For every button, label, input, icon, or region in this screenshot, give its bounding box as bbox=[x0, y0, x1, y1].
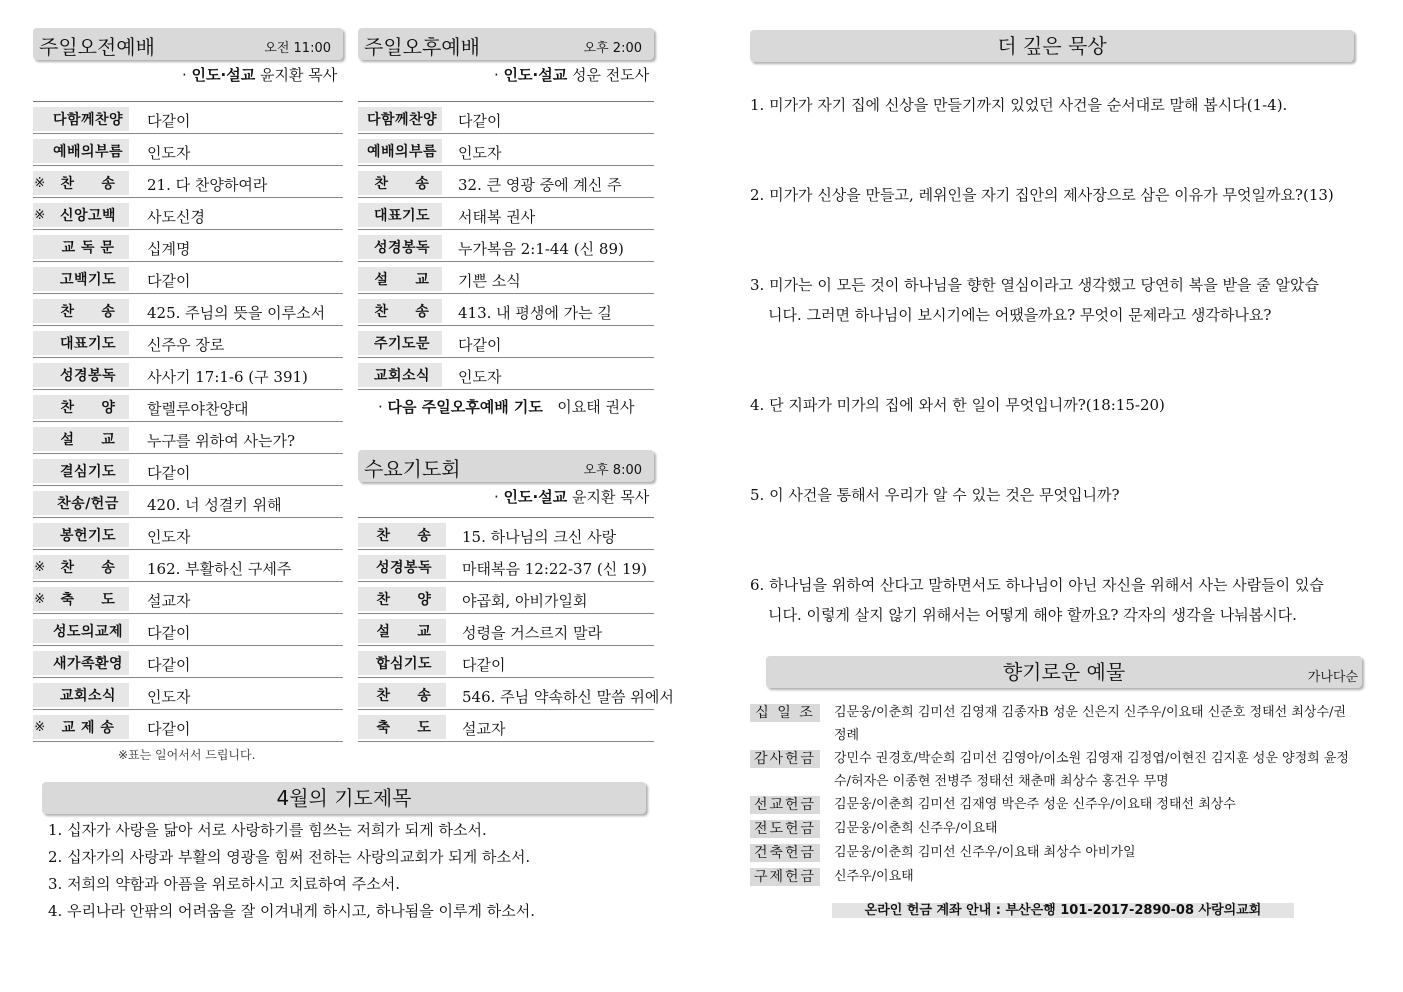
order-label-text: 성경봉독 bbox=[375, 560, 433, 576]
order-label-text: 성도의교제 bbox=[52, 624, 124, 640]
order-label-text: 교 제 송 bbox=[61, 720, 115, 736]
next-prayer-label: 다음 주일오후예배 기도 bbox=[387, 398, 543, 416]
order-label-text: 설 교 bbox=[60, 432, 116, 448]
meditation-question bbox=[750, 480, 1360, 510]
order-label-text: 찬 송 bbox=[60, 560, 116, 576]
order-row bbox=[33, 614, 343, 646]
order-row bbox=[33, 710, 343, 742]
order-row bbox=[33, 294, 343, 326]
afternoon-leader: · 인도·설교 성운 전도사 bbox=[494, 66, 650, 84]
order-label bbox=[358, 555, 446, 579]
order-row bbox=[33, 518, 343, 550]
order-row bbox=[33, 582, 343, 614]
order-label-text: 교 독 문 bbox=[61, 240, 115, 256]
order-value: 서태복 권사 bbox=[458, 208, 536, 226]
order-label-text: 대표기도 bbox=[59, 336, 117, 352]
order-value: 32. 큰 영광 중에 계신 주 bbox=[458, 176, 622, 194]
afternoon-service-time: 오후 2:00 bbox=[583, 41, 642, 56]
order-label-text: 찬 양 bbox=[60, 400, 116, 416]
offering-names: 김문웅/이춘희 신주우/이요태 bbox=[834, 821, 998, 836]
order-label bbox=[358, 235, 442, 259]
offering-order-note: 가나다순 bbox=[1307, 670, 1358, 685]
order-value: 다같이 bbox=[458, 112, 502, 130]
order-row bbox=[358, 710, 654, 742]
order-row bbox=[33, 262, 343, 294]
order-row bbox=[33, 166, 343, 198]
question-line: 3. 미가는 이 모든 것이 하나님을 향한 열심이라고 생각했고 당연히 복을 받을 줄 알았습 bbox=[750, 276, 1319, 294]
order-label bbox=[33, 363, 129, 387]
order-label bbox=[358, 619, 446, 643]
question-line: 6. 하나님을 위하여 산다고 말하면서도 하나님이 아닌 자신을 위해서 사는 사람들이 있습 bbox=[750, 576, 1324, 594]
order-label-text: 축 도 bbox=[60, 592, 116, 608]
order-label-text: 찬 송 bbox=[376, 688, 432, 704]
order-label bbox=[33, 587, 129, 611]
order-label-text: 설 교 bbox=[374, 272, 430, 288]
order-label-text: 교회소식 bbox=[373, 368, 431, 384]
order-label-text: 예배의부름 bbox=[52, 144, 124, 160]
order-row bbox=[33, 390, 343, 422]
order-row bbox=[33, 230, 343, 262]
order-label-text: 찬 송 bbox=[60, 176, 116, 192]
offering-label: 십 일 조 bbox=[750, 704, 820, 722]
stand-mark: ※ bbox=[34, 175, 46, 191]
offering-label: 전도헌금 bbox=[750, 820, 820, 838]
order-value: 설교자 bbox=[462, 720, 506, 738]
meditation-question bbox=[750, 90, 1360, 120]
offering-names: 김문웅/이춘희 김미선 신주우/이요태 최상수 아비가일 bbox=[834, 845, 1136, 860]
order-value: 다같이 bbox=[147, 720, 191, 738]
order-value: 할렐루야찬양대 bbox=[147, 400, 249, 418]
prayer-topics-title: 4월의 기도제목 bbox=[276, 786, 412, 810]
morning-leader-name: 윤지환 목사 bbox=[260, 66, 338, 84]
wednesday-service-header bbox=[358, 450, 654, 482]
order-row bbox=[358, 550, 654, 582]
meditation-header bbox=[750, 30, 1354, 62]
order-row bbox=[33, 646, 343, 678]
order-label bbox=[358, 587, 446, 611]
prayer-topics-list bbox=[48, 817, 648, 925]
order-value: 546. 주님 약속하신 말씀 위에서 bbox=[462, 688, 674, 706]
order-row bbox=[33, 678, 343, 710]
order-label bbox=[33, 299, 129, 323]
order-label bbox=[33, 203, 129, 227]
morning-leader-label: 인도·설교 bbox=[191, 66, 256, 84]
order-row bbox=[358, 294, 654, 326]
order-value: 기쁜 소식 bbox=[458, 272, 521, 290]
offering-label: 감사헌금 bbox=[750, 750, 820, 768]
question-line: 니다. 그러면 하나님이 보시기에는 어땠을까요? 무엇이 문제라고 생각하나요? bbox=[768, 306, 1272, 324]
order-value: 야곱회, 아비가일회 bbox=[462, 592, 588, 610]
order-label-text: 찬 송 bbox=[374, 304, 430, 320]
question-line: 2. 미가가 신상을 만들고, 레위인을 자기 집안의 제사장으로 삼은 이유가 무엇일까요?(13) bbox=[750, 186, 1334, 204]
order-value: 신주우 장로 bbox=[147, 336, 225, 354]
order-label-text: 찬송/헌금 bbox=[57, 496, 119, 512]
order-label bbox=[358, 683, 446, 707]
order-value: 15. 하나님의 크신 사랑 bbox=[462, 528, 617, 546]
order-value: 162. 부활하신 구세주 bbox=[147, 560, 292, 578]
order-value: 인도자 bbox=[147, 688, 191, 706]
order-label bbox=[33, 619, 129, 643]
order-value: 다같이 bbox=[147, 656, 191, 674]
order-row bbox=[358, 646, 654, 678]
offering-names: 김문웅/이춘희 김미선 김영재 김종자B 성운 신은지 신주우/이요태 신준호 정태선 최상수/권정례 bbox=[834, 705, 1346, 743]
order-label-text: 고백기도 bbox=[59, 272, 117, 288]
order-label bbox=[33, 427, 129, 451]
order-label bbox=[358, 267, 442, 291]
stand-mark: ※ bbox=[34, 207, 46, 223]
order-row bbox=[33, 134, 343, 166]
order-row bbox=[358, 102, 654, 134]
order-value: 십계명 bbox=[147, 240, 191, 258]
prayer-item: 1. 십자가 사랑을 닮아 서로 사랑하기를 힘쓰는 저희가 되게 하소서. bbox=[48, 821, 487, 839]
prayer-item: 3. 저희의 약함과 아픔을 위로하시고 치료하여 주소서. bbox=[48, 875, 400, 893]
order-label-text: 다함께찬양 bbox=[52, 112, 124, 128]
order-label bbox=[33, 651, 129, 675]
order-value: 다같이 bbox=[147, 464, 191, 482]
order-label-text: 성경봉독 bbox=[373, 240, 431, 256]
question-line: 5. 이 사건을 통해서 우리가 알 수 있는 것은 무엇입니까? bbox=[750, 486, 1120, 504]
order-label bbox=[358, 523, 446, 547]
order-value: 다같이 bbox=[458, 336, 502, 354]
order-label bbox=[33, 715, 129, 739]
meditation-question bbox=[750, 570, 1360, 630]
afternoon-leader-name: 성운 전도사 bbox=[572, 66, 650, 84]
order-label-text: 찬 송 bbox=[376, 528, 432, 544]
meditation-title: 더 깊은 묵상 bbox=[997, 34, 1107, 58]
offering-row bbox=[750, 704, 1360, 750]
order-label bbox=[358, 171, 442, 195]
order-label bbox=[358, 651, 446, 675]
order-value: 인도자 bbox=[458, 368, 502, 386]
order-label-text: 주기도문 bbox=[373, 336, 431, 352]
offering-names: 김문웅/이춘희 김미선 김재영 박은주 성운 신주우/이요태 정태선 최상수 bbox=[834, 797, 1236, 812]
order-value: 사사기 17:1-6 (구 391) bbox=[147, 368, 308, 386]
order-label-text: 새가족환영 bbox=[52, 656, 124, 672]
afternoon-leader-label: 인도·설교 bbox=[503, 66, 568, 84]
offering-names: 강민수 권경호/박순희 김미선 김영아/이소원 김영재 김정엽/이현진 김지훈 성운 양정희 윤정수/허자은 이종현 전병주 정태선 채춘매 최상수 홍건우 무명 bbox=[834, 751, 1349, 789]
stand-mark: ※ bbox=[34, 719, 46, 735]
offering-names: 신주우/이요태 bbox=[834, 869, 914, 884]
offering-row bbox=[750, 750, 1360, 796]
meditation-question bbox=[750, 390, 1360, 420]
order-value: 다같이 bbox=[462, 656, 506, 674]
order-label-text: 봉헌기도 bbox=[59, 528, 117, 544]
order-row bbox=[358, 262, 654, 294]
order-label-text: 신앙고백 bbox=[59, 208, 117, 224]
order-label bbox=[358, 299, 442, 323]
order-value: 인도자 bbox=[458, 144, 502, 162]
question-line: 니다. 이렇게 살지 않기 위해서는 어떻게 해야 할까요? 각자의 생각을 나눠봅시다. bbox=[768, 606, 1297, 624]
morning-service-time: 오전 11:00 bbox=[264, 41, 331, 56]
order-row bbox=[358, 198, 654, 230]
prayer-item: 4. 우리나라 안팎의 어려움을 잘 이겨내게 하시고, 하나됨을 이루게 하소서. bbox=[48, 902, 535, 920]
morning-leader: · 인도·설교 윤지환 목사 bbox=[182, 66, 338, 84]
offering-label: 구제헌금 bbox=[750, 868, 820, 886]
order-label-text: 설 교 bbox=[376, 624, 432, 640]
order-row bbox=[358, 678, 674, 710]
order-row bbox=[33, 422, 343, 454]
order-value: 다같이 bbox=[147, 272, 191, 290]
order-label bbox=[358, 715, 446, 739]
order-label bbox=[33, 523, 129, 547]
order-label bbox=[33, 107, 129, 131]
order-row bbox=[33, 454, 343, 486]
order-value: 인도자 bbox=[147, 144, 191, 162]
order-value: 사도신경 bbox=[147, 208, 205, 226]
order-label-text: 예배의부름 bbox=[366, 144, 438, 160]
morning-service-title: 주일오전예배 bbox=[39, 35, 155, 59]
order-row bbox=[358, 134, 654, 166]
meditation-question bbox=[750, 180, 1360, 210]
order-label bbox=[33, 235, 129, 259]
order-row bbox=[33, 198, 343, 230]
offering-label: 선교헌금 bbox=[750, 796, 820, 814]
order-row bbox=[33, 358, 343, 390]
order-row bbox=[33, 102, 343, 134]
order-label-text: 대표기도 bbox=[373, 208, 431, 224]
order-label-text: 찬 송 bbox=[374, 176, 430, 192]
offering-label: 건축헌금 bbox=[750, 844, 820, 862]
order-value: 다같이 bbox=[147, 112, 191, 130]
wednesday-leader: · 인도·설교 윤지환 목사 bbox=[494, 488, 650, 506]
order-label bbox=[358, 331, 442, 355]
bank-account-notice: 온라인 헌금 계좌 안내 : 부산은행 101-2017-2890-08 사랑의교회 bbox=[832, 903, 1294, 918]
prayer-topics-header bbox=[42, 782, 646, 814]
order-label bbox=[358, 107, 442, 131]
question-line: 1. 미가가 자기 집에 신상을 만들기까지 있었던 사건을 순서대로 말해 봅시다(1-4). bbox=[750, 96, 1288, 114]
order-value: 설교자 bbox=[147, 592, 191, 610]
order-label bbox=[33, 555, 129, 579]
wednesday-service-title: 수요기도회 bbox=[364, 457, 461, 481]
order-row bbox=[358, 614, 654, 646]
wednesday-service-time: 오후 8:00 bbox=[583, 463, 642, 478]
offering-header bbox=[766, 656, 1362, 688]
order-label bbox=[33, 395, 129, 419]
order-value: 성령을 거스르지 말라 bbox=[462, 624, 602, 642]
order-label bbox=[358, 139, 442, 163]
order-row bbox=[358, 582, 654, 614]
order-label bbox=[33, 459, 129, 483]
order-value: 마태복음 12:22-37 (신 19) bbox=[462, 560, 647, 578]
order-label-text: 찬 송 bbox=[60, 304, 116, 320]
order-label-text: 성경봉독 bbox=[59, 368, 117, 384]
order-value: 413. 내 평생에 가는 길 bbox=[458, 304, 612, 322]
morning-footnote: ※표는 일어서서 드립니다. bbox=[118, 748, 256, 762]
order-row bbox=[358, 358, 654, 390]
wednesday-order-table bbox=[358, 517, 674, 742]
question-line: 4. 단 지파가 미가의 집에 와서 한 일이 무엇입니까?(18:15-20) bbox=[750, 396, 1165, 414]
wednesday-leader-label: 인도·설교 bbox=[503, 488, 568, 506]
morning-service-header bbox=[33, 28, 343, 60]
order-row bbox=[33, 326, 343, 358]
wednesday-leader-name: 윤지환 목사 bbox=[572, 488, 650, 506]
order-value: 425. 주님의 뜻을 이루소서 bbox=[147, 304, 326, 322]
order-value: 인도자 bbox=[147, 528, 191, 546]
order-row bbox=[358, 166, 654, 198]
offering-title: 향기로운 예물 bbox=[1002, 660, 1126, 684]
order-label bbox=[33, 683, 129, 707]
order-label-text: 찬 양 bbox=[376, 592, 432, 608]
order-label bbox=[358, 203, 442, 227]
order-label-text: 결심기도 bbox=[59, 464, 117, 480]
order-label-text: 축 도 bbox=[376, 720, 432, 736]
order-label bbox=[33, 267, 129, 291]
afternoon-service-header bbox=[358, 28, 654, 60]
order-label-text: 교회소식 bbox=[59, 688, 117, 704]
stand-mark: ※ bbox=[34, 559, 46, 575]
meditation-question bbox=[750, 270, 1360, 330]
order-label bbox=[33, 331, 129, 355]
order-label bbox=[33, 491, 129, 515]
order-label bbox=[358, 363, 442, 387]
order-label-text: 다함께찬양 bbox=[366, 112, 438, 128]
order-value: 21. 다 찬양하여라 bbox=[147, 176, 268, 194]
prayer-item: 2. 십자가의 사랑과 부활의 영광을 힘써 전하는 사랑의교회가 되게 하소서. bbox=[48, 848, 531, 866]
order-label-text: 합심기도 bbox=[375, 656, 433, 672]
order-row bbox=[358, 230, 654, 262]
order-row bbox=[358, 326, 654, 358]
order-row bbox=[33, 550, 343, 582]
afternoon-order-table bbox=[358, 101, 654, 390]
order-row bbox=[33, 486, 343, 518]
order-value: 누구를 위하여 사는가? bbox=[147, 432, 295, 450]
order-label bbox=[33, 139, 129, 163]
next-prayer-name: 이요태 권사 bbox=[557, 398, 635, 416]
stand-mark: ※ bbox=[34, 591, 46, 607]
order-label bbox=[33, 171, 129, 195]
next-prayer-notice: · 다음 주일오후예배 기도 이요태 권사 bbox=[378, 398, 635, 416]
morning-order-table bbox=[33, 101, 343, 742]
order-row bbox=[358, 518, 654, 550]
afternoon-service-title: 주일오후예배 bbox=[364, 35, 480, 59]
order-value: 420. 너 성결키 위해 bbox=[147, 496, 282, 514]
order-value: 누가복음 2:1-44 (신 89) bbox=[458, 240, 624, 258]
order-value: 다같이 bbox=[147, 624, 191, 642]
